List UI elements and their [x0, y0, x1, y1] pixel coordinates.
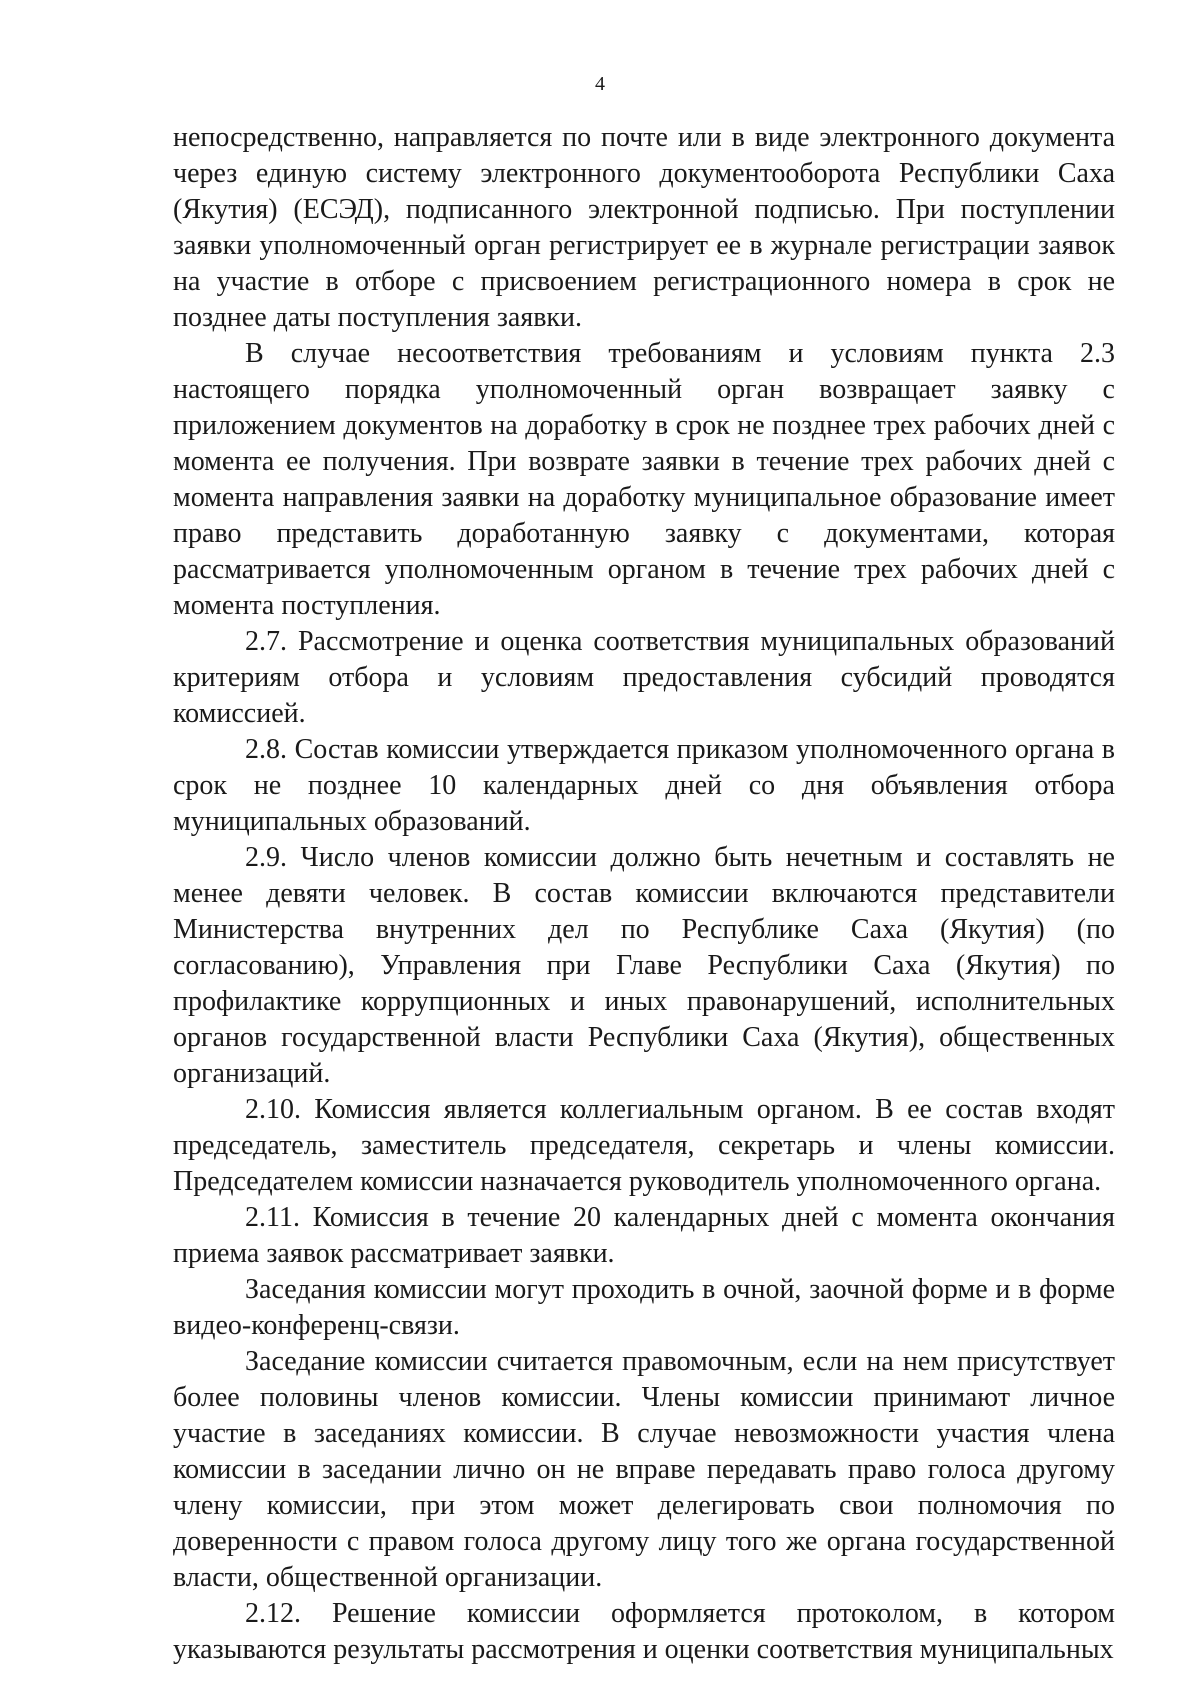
- paragraph-return-of-application: В случае несоответствия требованиям и условиям пункта 2.3 настоящего порядка уполномоченный орган возвращает заявку с приложением документов на доработку в срок не позднее трех рабочих дней с момента ее получения. При возврате заявки в течение трех рабочих дней с момента направления заявки на доработку муниципальное образование имеет право представить доработанную заявку с документами, которая рассматривается уполномоченным органом в течение трех рабочих дней с момента поступления.: [173, 338, 1115, 621]
- paragraph-2-9: 2.9. Число членов комиссии должно быть нечетным и составлять не менее девяти человек. В состав комиссии включаются представители Министерства внутренних дел по Республике Саха (Якутия) (по согласованию), Управления при Главе Республики Саха (Якутия) по профилактике коррупционных и иных правонарушений, исполнительных органов государственной власти Республики Саха (Якутия), общественных организаций.: [173, 842, 1115, 1089]
- page-number: 4: [595, 73, 605, 95]
- paragraph-continuation: непосредственно, направляется по почте или в виде электронного документа через единую систему электронного документооборота Республики Саха (Якутия) (ЕСЭД), подписанного электронной подписью. При поступлении заявки уполномоченный орган регистрирует ее в журнале регистрации заявок на участие в отборе с присвоением регистрационного номера в срок не позднее даты поступления заявки.: [173, 122, 1115, 333]
- paragraph-2-10: 2.10. Комиссия является коллегиальным органом. В ее состав входят председатель, заместитель председателя, секретарь и члены комиссии. Председателем комиссии назначается руководитель уполномоченного органа.: [173, 1094, 1115, 1197]
- paragraph-2-11: 2.11. Комиссия в течение 20 календарных дней с момента окончания приема заявок рассматривает заявки.: [173, 1202, 1115, 1269]
- paragraph-meeting-forms: Заседания комиссии могут проходить в очной, заочной форме и в форме видео-конференц-связи.: [173, 1274, 1115, 1341]
- document-body: [173, 120, 1115, 1668]
- paragraph-2-8: 2.8. Состав комиссии утверждается приказом уполномоченного органа в срок не позднее 10 календарных дней со дня объявления отбора муниципальных образований.: [173, 734, 1115, 837]
- paragraph-2-12: 2.12. Решение комиссии оформляется протоколом, в котором указываются результаты рассмотрения и оценки соответствия муниципальных: [173, 1598, 1115, 1665]
- paragraph-quorum: Заседание комиссии считается правомочным, если на нем присутствует более половины членов комиссии. Члены комиссии принимают личное участие в заседаниях комиссии. В случае невозможности участия члена комиссии в заседании лично он не вправе передавать право голоса другому члену комиссии, при этом может делегировать свои полномочия по доверенности с правом голоса другому лицу того же органа государственной власти, общественной организации.: [173, 1346, 1115, 1593]
- paragraph-2-7: 2.7. Рассмотрение и оценка соответствия муниципальных образований критериям отбора и условиям предоставления субсидий проводятся комиссией.: [173, 626, 1115, 729]
